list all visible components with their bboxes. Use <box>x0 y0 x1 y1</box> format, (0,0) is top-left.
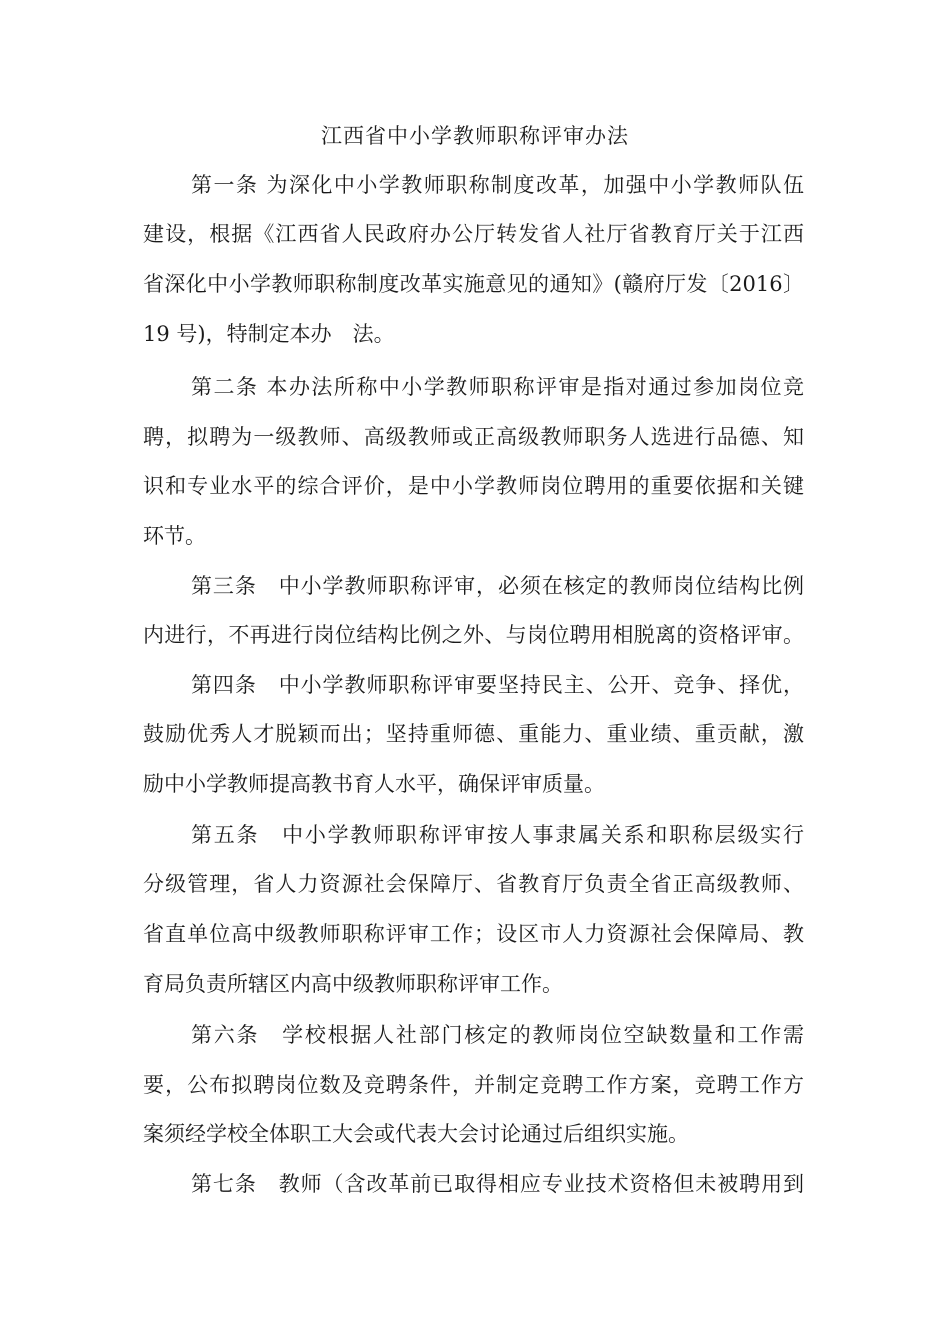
article-3-line-2: 内进行，不再进行岗位结构比例之外、与岗位聘用相脱离的资格评审。 <box>143 623 804 647</box>
article-7-line-1: 第七条 教师（含改革前已取得相应专业技术资格但未被聘用到 <box>191 1172 804 1196</box>
article-2-line-3: 识和专业水平的综合评价，是中小学教师岗位聘用的重要依据和关键 <box>143 474 804 498</box>
article-4-line-3: 励中小学教师提高教书育人水平，确保评审质量。 <box>143 772 605 796</box>
article-4-line-2: 鼓励优秀人才脱颖而出；坚持重师德、重能力、重业绩、重贡献，激 <box>143 722 804 746</box>
article-1-line-2: 建设，根据《江西省人民政府办公厅转发省人社厅省教育厅关于江西 <box>143 222 804 246</box>
article-6-line-3: 案须经学校全体职工大会或代表大会讨论通过后组织实施。 <box>143 1122 689 1146</box>
article-1-line-1: 第一条 为深化中小学教师职称制度改革，加强中小学教师队伍 <box>191 173 804 197</box>
article-2-line-2: 聘，拟聘为一级教师、高级教师或正高级教师职务人选进行品德、知 <box>143 425 804 449</box>
article-5-line-3: 省直单位高中级教师职称评审工作；设区市人力资源社会保障局、教 <box>143 922 804 946</box>
article-1-line-4: 19 号)，特制定本办 法。 <box>143 322 395 346</box>
document-title: 江西省中小学教师职称评审办法 <box>321 124 629 148</box>
article-5-line-4: 育局负责所辖区内高中级教师职称评审工作。 <box>143 972 563 996</box>
article-2-line-1: 第二条 本办法所称中小学教师职称评审是指对通过参加岗位竞 <box>191 375 804 399</box>
article-6-line-2: 要，公布拟聘岗位数及竞聘条件，并制定竞聘工作方案，竞聘工作方 <box>143 1073 804 1097</box>
article-6-line-1: 第六条 学校根据人社部门核定的教师岗位空缺数量和工作需 <box>191 1023 804 1047</box>
article-4-line-1: 第四条 中小学教师职称评审要坚持民主、公开、竞争、择优， <box>191 673 804 697</box>
article-3-line-1: 第三条 中小学教师职称评审，必须在核定的教师岗位结构比例 <box>191 574 804 598</box>
article-1-line-3: 省深化中小学教师职称制度改革实施意见的通知》(赣府厅发〔2016〕 <box>143 272 804 296</box>
article-2-line-4: 环节。 <box>143 524 206 548</box>
article-5-line-1: 第五条 中小学教师职称评审按人事隶属关系和职称层级实行 <box>191 823 804 847</box>
article-5-line-2: 分级管理，省人力资源社会保障厅、省教育厅负责全省正高级教师、 <box>143 872 804 896</box>
